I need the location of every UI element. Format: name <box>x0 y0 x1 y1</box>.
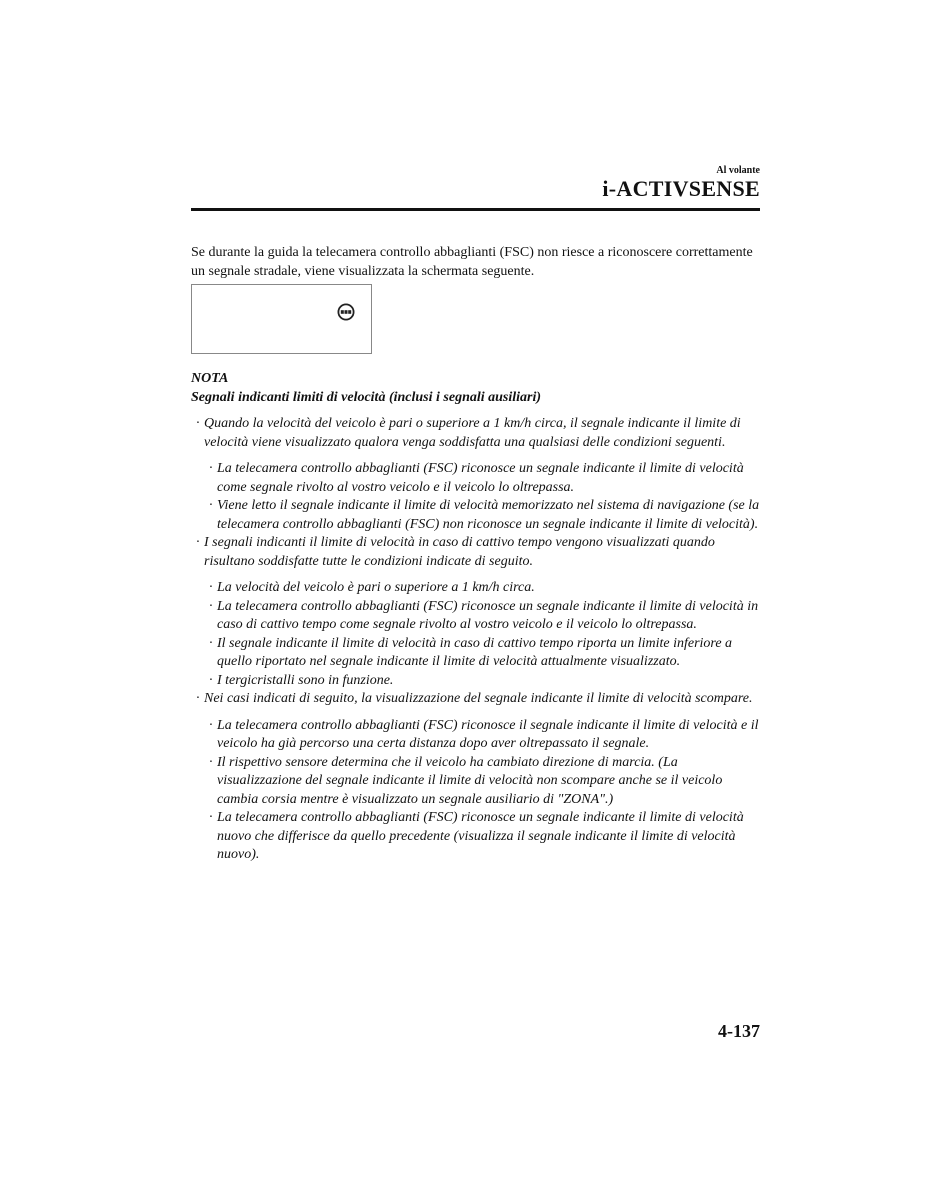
bullet-icon: · <box>209 498 213 513</box>
note-subitem: · La telecamera controllo abbaglianti (FSC) riconosce un segnale indicante il limite di velocità in caso di cattivo tempo come segnale rivolto al vostro veicolo e il veicolo lo oltrepassa. <box>209 598 759 632</box>
bullet-icon: · <box>209 717 213 733</box>
bullet-icon: · <box>209 635 213 651</box>
bullet-icon: · <box>209 598 213 614</box>
bullet-icon: · <box>196 416 200 431</box>
note-subitem: · La velocità del veicolo è pari o superiore a 1 km/h circa. <box>209 579 760 598</box>
note-subitem: · Il rispettivo sensore determina che il veicolo ha cambiato direzione di marcia. (La visualizzazione del segnale indicante il limite di velocità non scompare anche se il veicolo cambia corsia mentre è visualizzato un segnale ausiliario di "ZONA".) <box>209 754 723 807</box>
bullet-icon: · <box>196 691 200 706</box>
page-title: i-ACTIVSENSE <box>602 176 760 201</box>
note-label: NOTA <box>191 371 229 386</box>
intro-paragraph: Se durante la guida la telecamera controllo abbaglianti (FSC) non riesce a riconoscere correttamente un segnale stradale, viene visualizzata la schermata seguente. <box>191 245 753 279</box>
bullet-icon: · <box>209 810 213 825</box>
note-subitem: · La telecamera controllo abbaglianti (FSC) riconosce il segnale indicante il limite di velocità e il veicolo ha già percorso una certa distanza dopo aver oltrepassato il segnale. <box>209 717 759 751</box>
note-block <box>191 370 760 865</box>
header-rule <box>191 208 760 211</box>
bullet-icon: · <box>196 535 200 550</box>
section-label: Al volante <box>716 165 760 176</box>
note-subitem: · I tergicristalli sono in funzione. <box>209 672 760 691</box>
note-item: · Quando la velocità del veicolo è pari o superiore a 1 km/h circa, il segnale indicante il limite di velocità viene visualizzato qualora venga soddisfatta una qualsiasi delle condizioni seguenti. <box>196 416 741 450</box>
display-illustration <box>191 284 372 354</box>
note-subitem: · Viene letto il segnale indicante il limite di velocità memorizzato nel sistema di navigazione (se la telecamera controllo abbaglianti (FSC) non riconosce un segnale indicante il limite di velocità). <box>209 498 760 532</box>
note-subitem: · Il segnale indicante il limite di velocità in caso di cattivo tempo riporta un limite inferiore a quello riportato nel segnale indicante il limite di velocità attualmente visualizzato. <box>209 635 733 669</box>
note-item: · I segnali indicanti il limite di velocità in caso di cattivo tempo vengono visualizzati quando risultano soddisfatte tutte le condizioni indicate di seguito. <box>196 535 715 569</box>
bullet-icon: · <box>209 580 213 595</box>
unrecognized-sign-icon <box>337 303 355 321</box>
bullet-icon: · <box>209 672 213 688</box>
note-subtitle: Segnali indicanti limiti di velocità (inclusi i segnali ausiliari) <box>191 389 542 405</box>
page-number: 4-137 <box>718 1021 760 1041</box>
bullet-icon: · <box>209 754 213 770</box>
bullet-icon: · <box>209 461 213 476</box>
note-subitem: · La telecamera controllo abbaglianti (FSC) riconosce un segnale indicante il limite di velocità come segnale rivolto al vostro veicolo e il veicolo lo oltrepassa. <box>209 461 744 495</box>
note-item: · Nei casi indicati di seguito, la visualizzazione del segnale indicante il limite di velocità scompare. <box>196 690 760 709</box>
note-subitem: · La telecamera controllo abbaglianti (FSC) riconosce un segnale indicante il limite di velocità nuovo che differisce da quello precedente (visualizza il segnale indicante il limite di velocità nuovo). <box>209 810 744 862</box>
